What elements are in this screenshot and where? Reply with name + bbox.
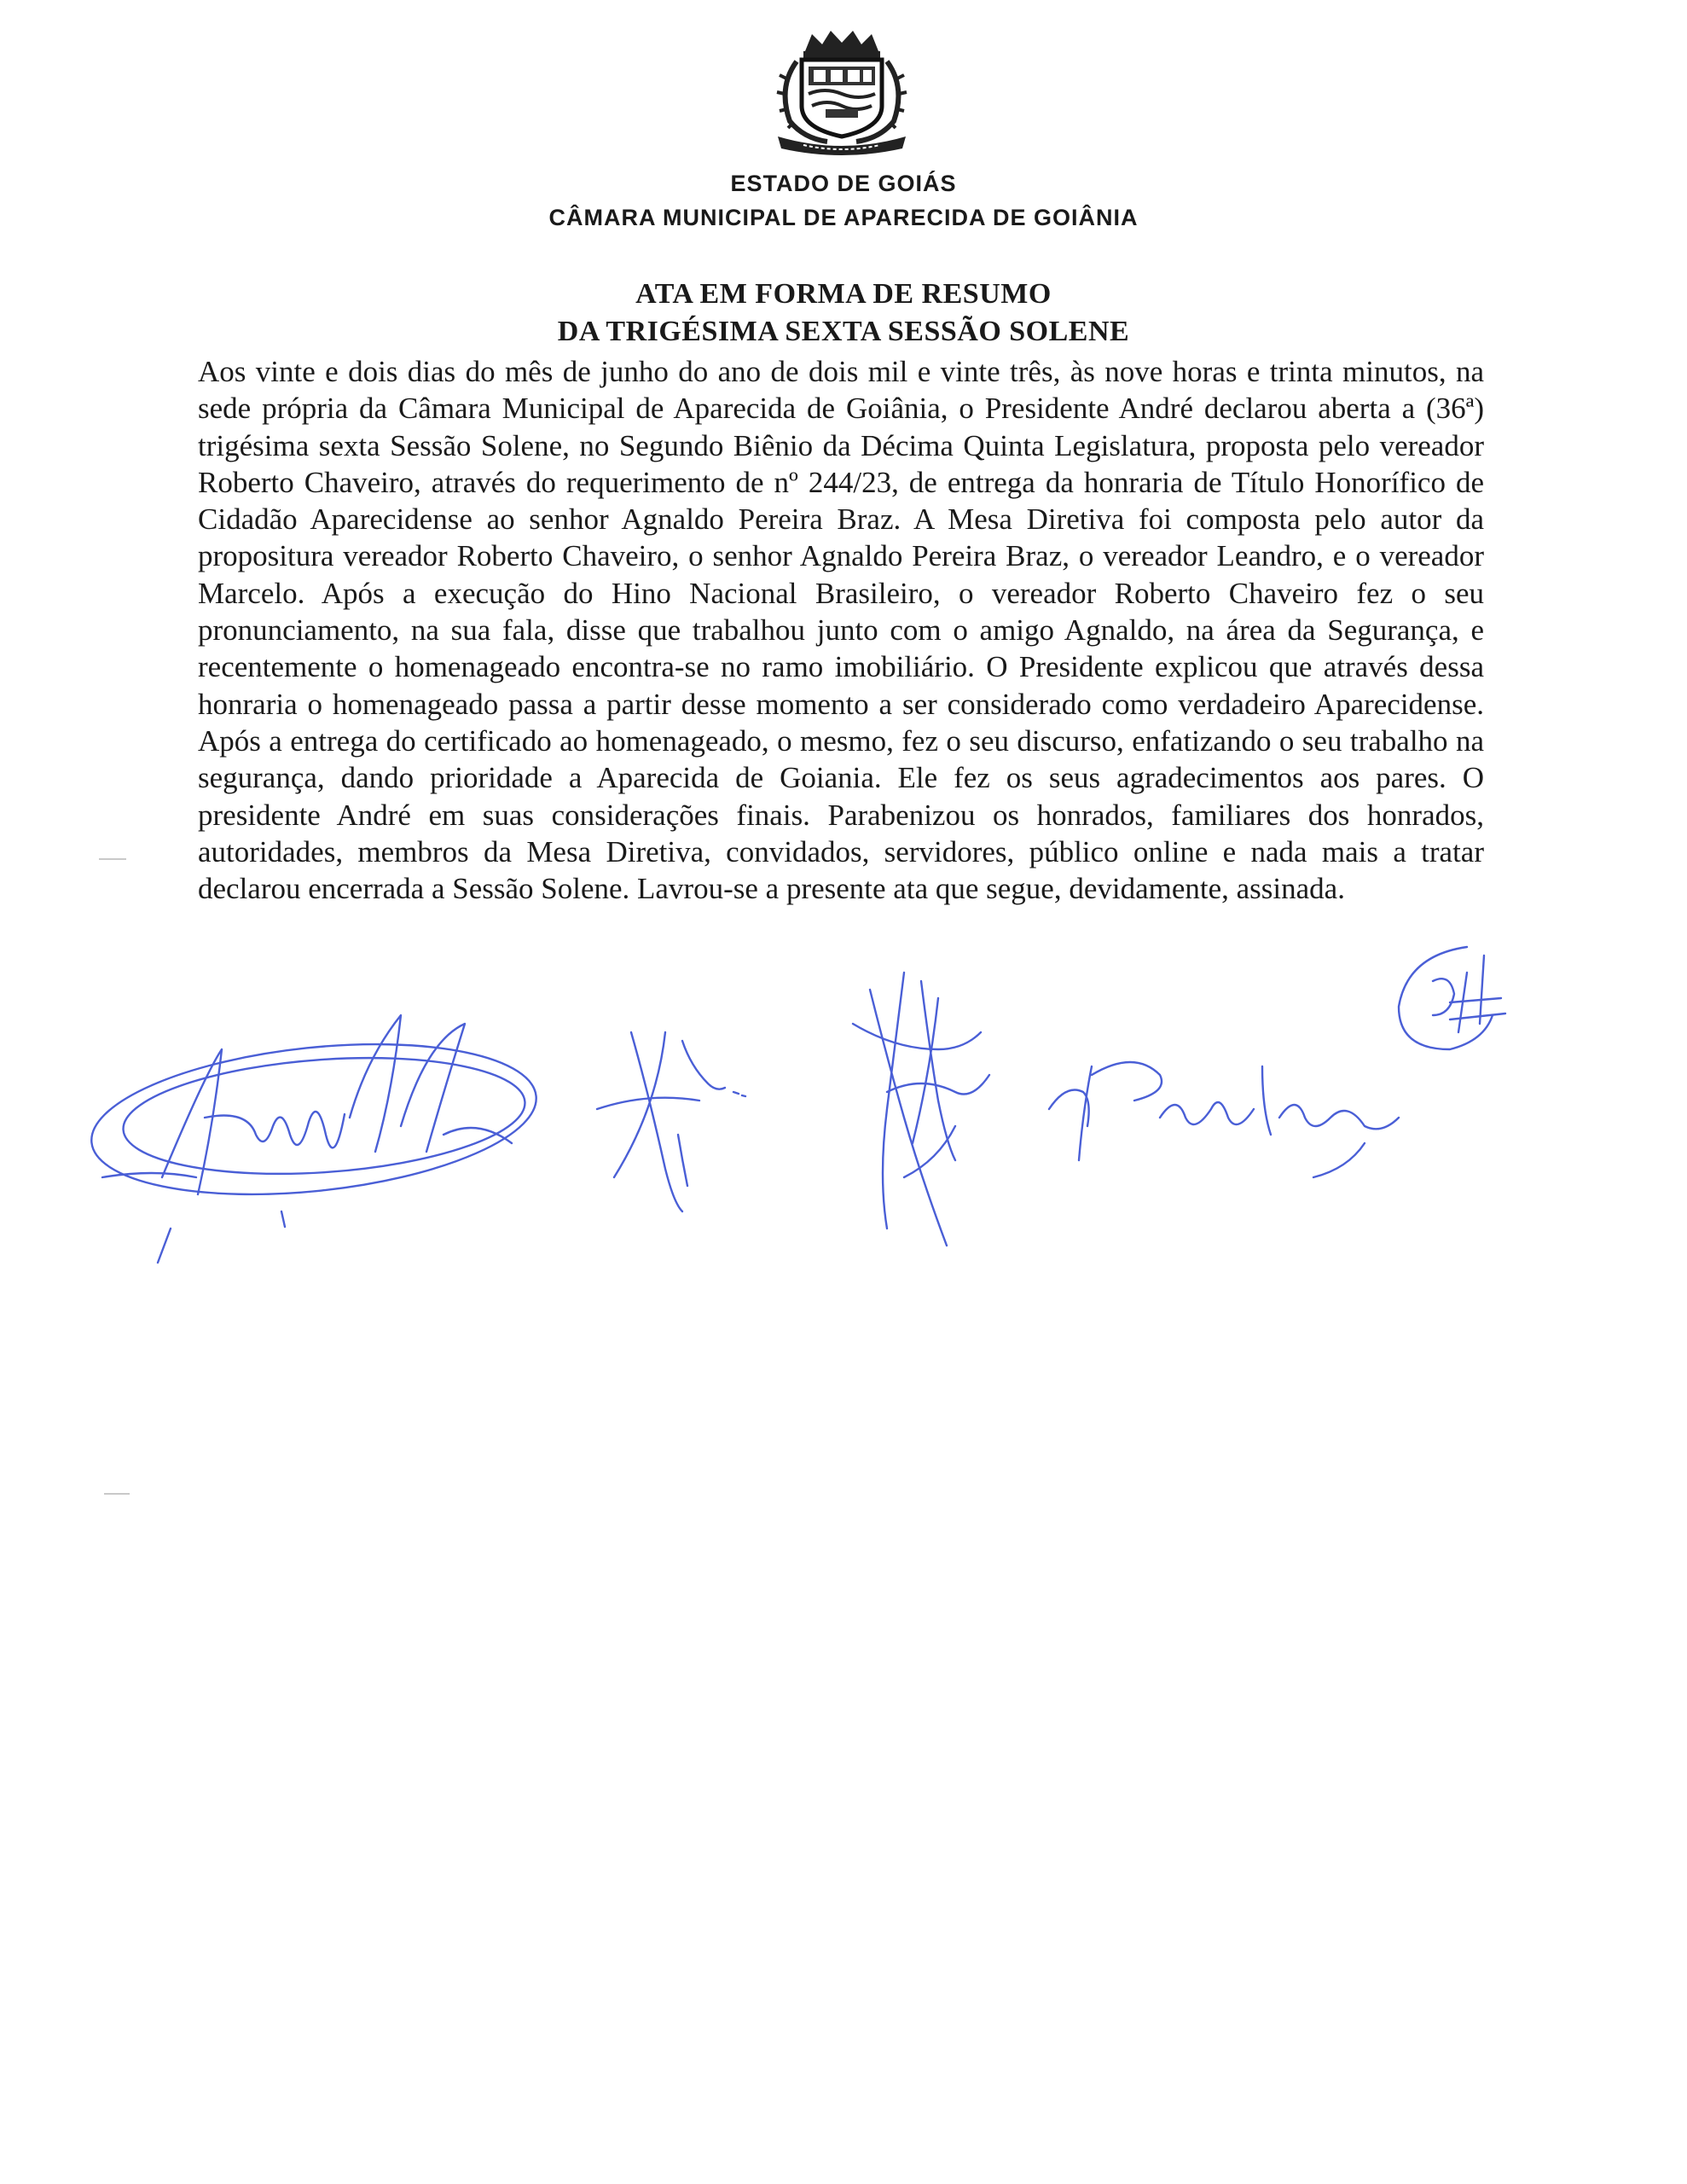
signature-5	[1399, 947, 1505, 1049]
scan-mark	[104, 1493, 130, 1495]
signature-4	[1049, 1062, 1399, 1177]
document-title: ATA EM FORMA DE RESUMO	[635, 278, 1052, 310]
state-header: ESTADO DE GOIÁS	[730, 171, 957, 196]
minutes-body: Aos vinte e dois dias do mês de junho do ano de dois mil e vinte três, às nove horas e trinta minutos, na sede própria da Câmara Municipal de Aparecida de Goiânia, o Presidente André declarou aberta a (36ª) trigésima sexta Sessão Solene, no Segundo Biênio da Décima Quinta Legislatura, proposta pelo vereador Roberto Chaveiro, através do requerimento de nº 244/23, de entrega da honraria de Título Honorífico de Cidadão Aparecidense ao senhor Agnaldo Pereira Braz. A Mesa Diretiva foi composta pelo autor da propositura vereador Roberto Chaveiro, o senhor Agnaldo Pereira Braz, o vereador Leandro, e o vereador Marcelo. Após a execução do Hino Nacional Brasileiro, o vereador Roberto Chaveiro fez o seu pronunciamento, na sua fala, disse que trabalhou junto com o amigo Agnaldo, na área da Segurança, e recentemente o homenageado encontra-se no ramo imobiliário. O Presidente explicou que através dessa honraria o homenageado passa a partir desse momento a ser considerado como verdadeiro Aparecidense. Após a entrega do certificado ao homenageado, o mesmo, fez o seu discurso, enfatizando o seu trabalho na segurança, dando prioridade a Aparecida de Goiania. Ele fez os seus agradecimentos aos pares. O presidente André em suas considerações finais. Parabenizou os honrados, familiares dos honrados, autoridades, membros da Mesa Diretiva, convidados, servidores, público online e nada mais a tratar declarou encerrada a Sessão Solene. Lavrou-se a presente ata que segue, devidamente, assinada.	[198, 355, 1484, 906]
signature-3	[853, 973, 989, 1246]
municipal-crest-icon	[752, 27, 931, 155]
chamber-header: CÂMARA MUNICIPAL DE APARECIDA DE GOIÂNIA	[548, 205, 1139, 230]
signature-area	[0, 921, 1687, 1280]
scan-mark	[99, 858, 126, 860]
signature-2	[597, 1032, 745, 1211]
signature-1	[84, 1015, 544, 1263]
document-subtitle: DA TRIGÉSIMA SEXTA SESSÃO SOLENE	[557, 316, 1130, 347]
